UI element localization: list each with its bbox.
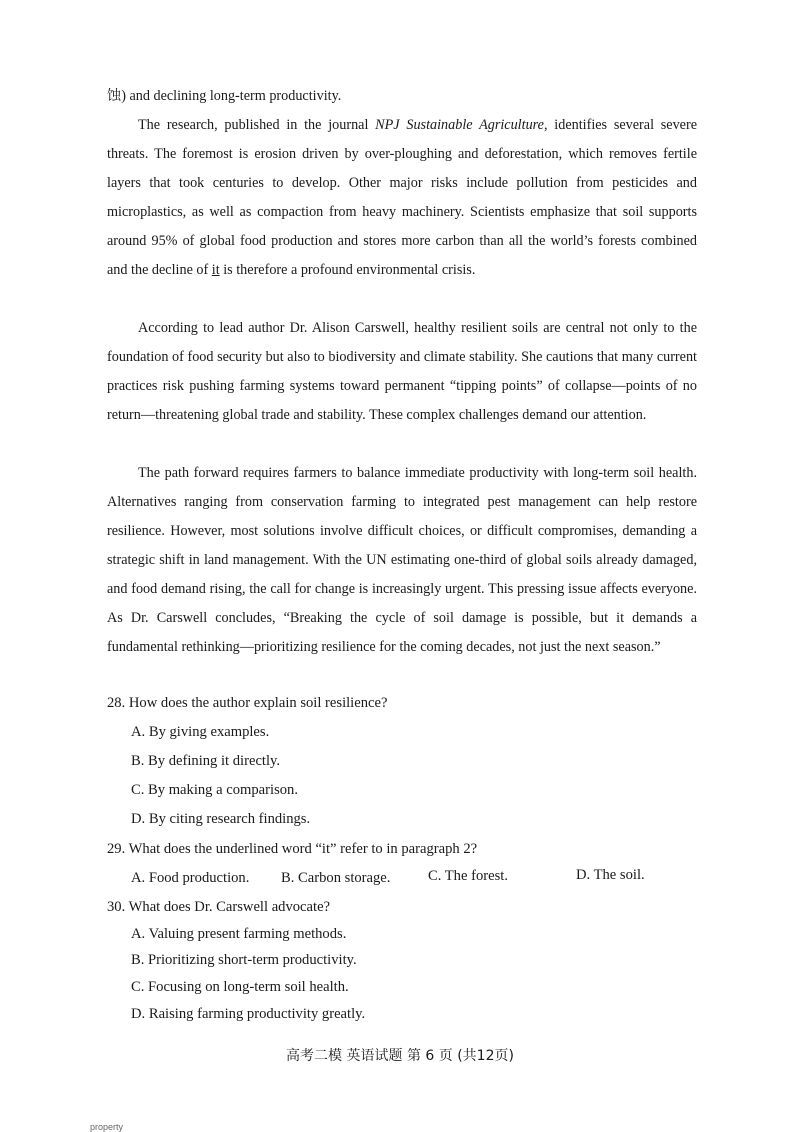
journal-name: NPJ Sustainable Agriculture [375,117,544,133]
question-30-option-c: C. Focusing on long-term soil health. [131,979,349,995]
page-footer: 高考二模 英语试题 第 6 页 (共12页) [286,1048,514,1064]
question-28-stem: 28. How does the author explain soil resilience? [107,695,388,711]
question-29-option-b: B. Carbon storage. [281,870,391,886]
paragraph-2-text-b: , identifies several severe threats. The foremost is erosion driven by over-ploughing and deforestation, which removes fertile layers that took centuries to develop. Other major risks include pollution from pesticides and microplastics, as well as compaction from heavy machinery. Scientists emphasize that soil supports around 95% of global food production and stores more carbon than all the world’s forests combined and the decline of [107,117,698,278]
question-28-option-a: A. By giving examples. [131,724,270,740]
paragraph-1-continuation: 蚀) and declining long-term productivity. [107,88,342,104]
question-30-option-b: B. Prioritizing short-term productivity. [131,952,357,968]
question-30-option-a: A. Valuing present farming methods. [131,926,347,942]
paragraph-2 [107,111,697,285]
question-29-option-a: A. Food production. [131,870,250,886]
question-29-option-c: C. The forest. [428,868,508,884]
paragraph-2-text-a: The research, published in the journal [138,117,376,133]
question-29-option-d: D. The soil. [576,867,645,883]
question-29-stem: 29. What does the underlined word “it” refer to in paragraph 2? [107,841,478,857]
paragraph-2-text-c: is therefore a profound environmental crisis. [219,262,476,278]
underlined-word-it: it [211,262,220,278]
corner-mark: property [90,1122,124,1132]
question-28-option-d: D. By citing research findings. [131,811,311,827]
paragraph-4: The path forward requires farmers to balance immediate productivity with long-term soil health. Alternatives ranging from conservation farming to integrated pest management can help restore resilience. However, most solutions involve difficult choices, or difficult compromises, demanding a strategic shift in land management. With the UN estimating one-third of global soils already damaged, and food demand rising, the call for change is increasingly urgent. This pressing issue affects everyone. As Dr. Carswell concludes, “Breaking the cycle of soil damage is possible, but it demands a fundamental rethinking—prioritizing resilience for the coming decades, not just the next season.” [107,465,697,655]
question-30-option-d: D. Raising farming productivity greatly. [131,1006,366,1022]
question-28-option-b: B. By defining it directly. [131,753,281,769]
question-28-option-c: C. By making a comparison. [131,782,298,798]
paragraph-3: According to lead author Dr. Alison Carswell, healthy resilient soils are central not only to the foundation of food security but also to biodiversity and climate stability. She cautions that many current practices risk pushing farming systems toward permanent “tipping points” of collapse—points of no return—threatening global trade and stability. These complex challenges demand our attention. [107,320,697,423]
question-30-stem: 30. What does Dr. Carswell advocate? [107,899,331,915]
